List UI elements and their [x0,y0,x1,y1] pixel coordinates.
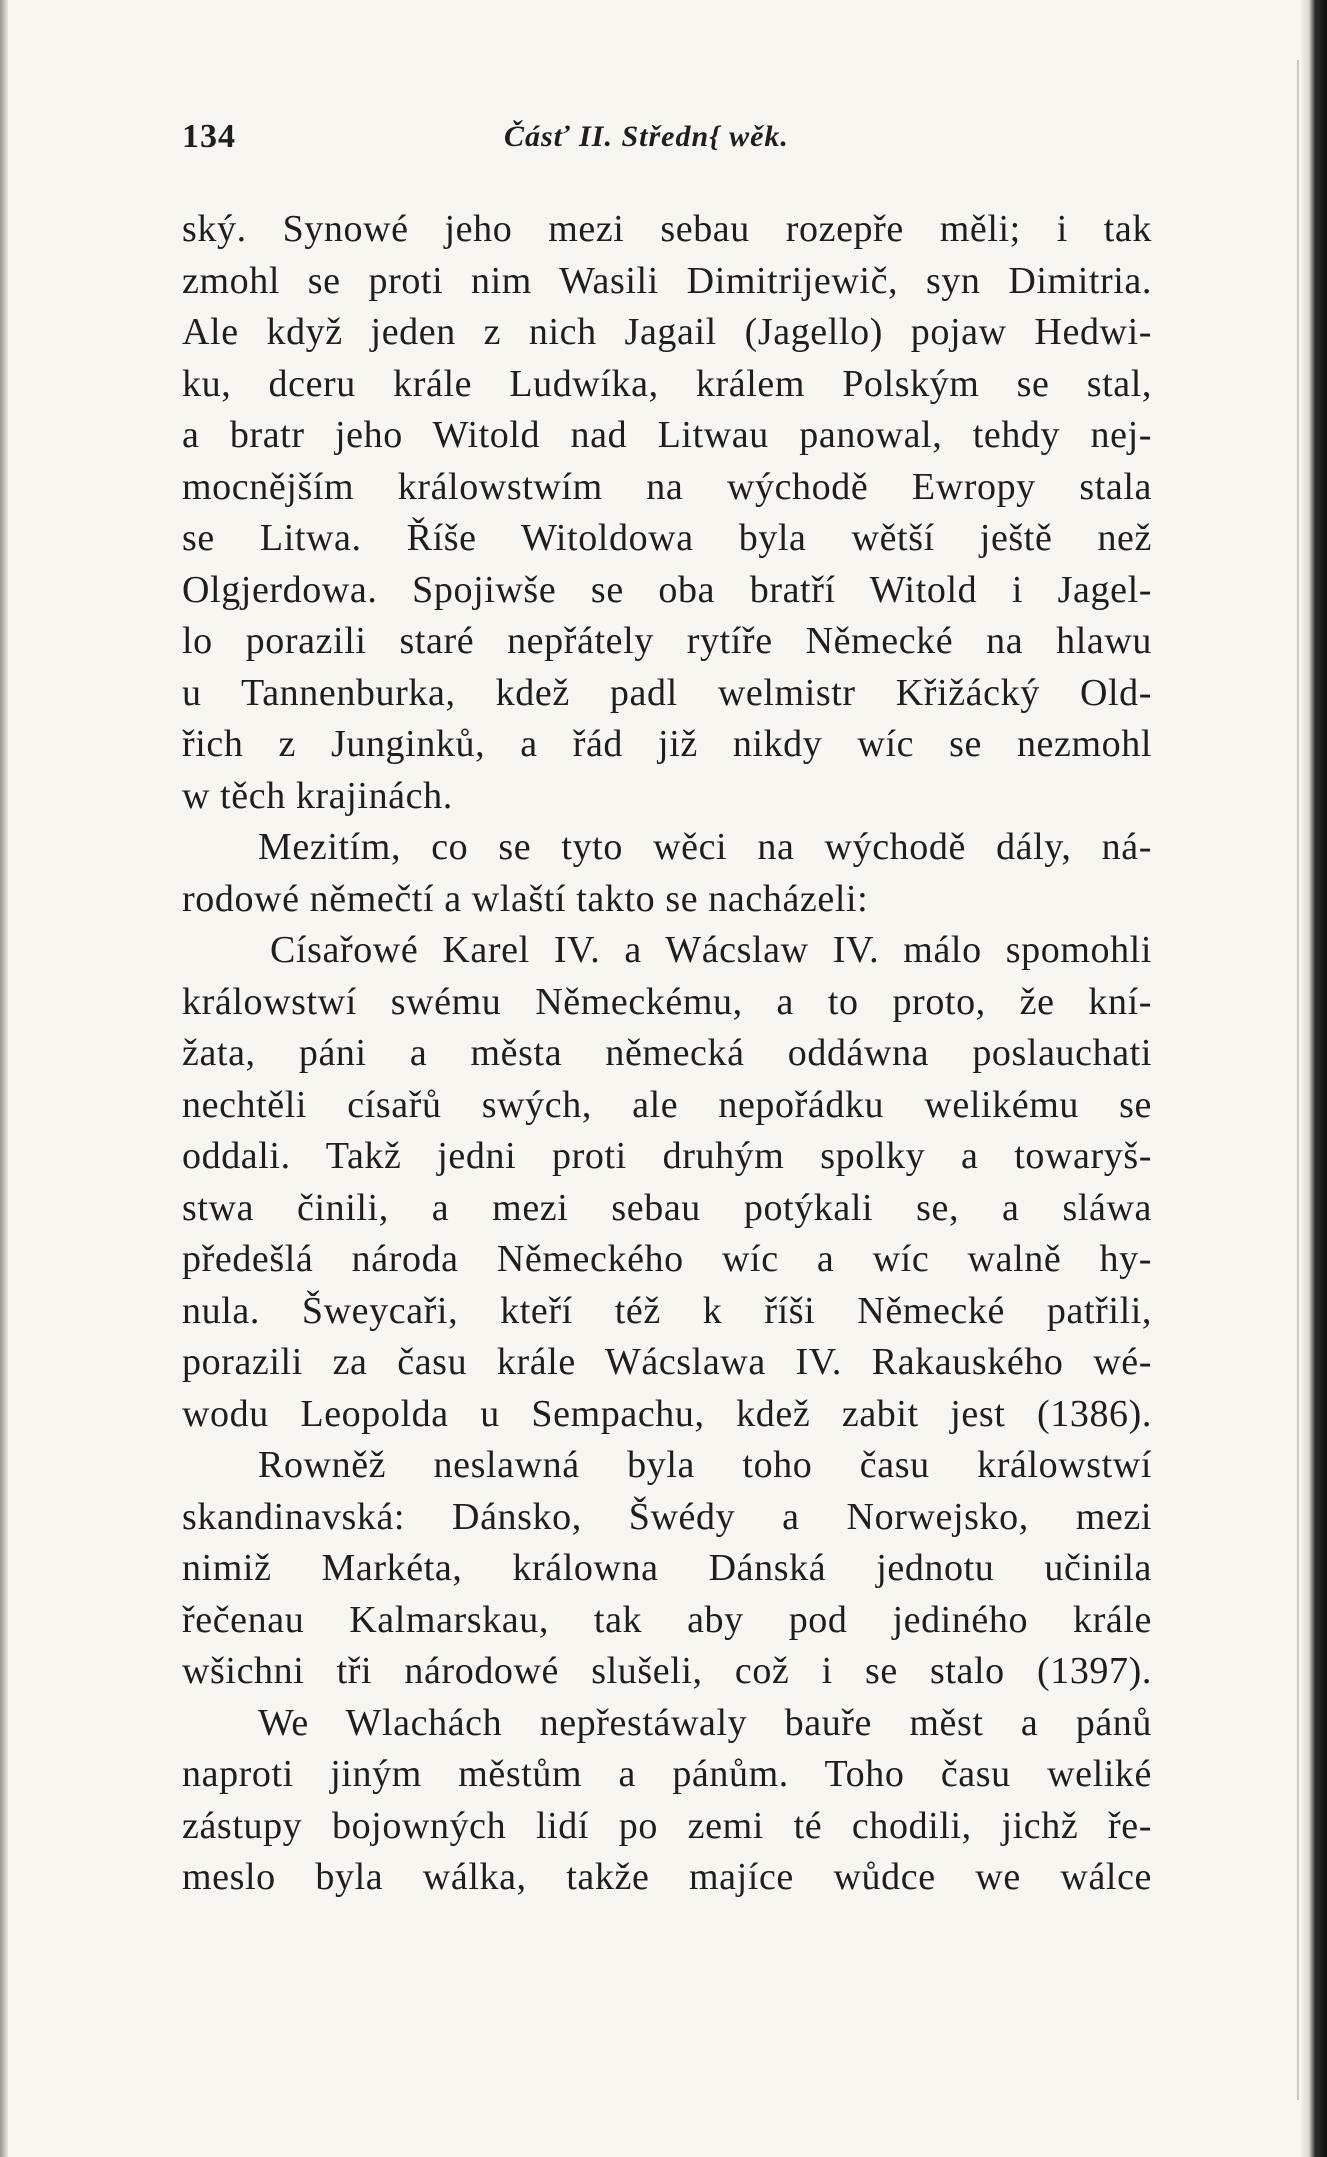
body-text [182,204,1152,1904]
page-fold-line [1297,60,1299,2100]
book-page [182,112,1152,1904]
text-line: řich z Junginků, a řád již nikdy wíc se nezmohl [182,723,1152,765]
page-header [182,112,1152,168]
paragraph-first-line: Mezitím, co se tyto wěci na wýchodě dály, ná- [258,826,1152,868]
text-line: u Tannenburka, kdež padl welmistr Křižácký Old- [182,671,1152,714]
text-line: řečenau Kalmarskau, tak aby pod jediného krále [182,1598,1152,1641]
text-line: ku, dceru krále Ludwíka, králem Polským se stal, [182,362,1152,405]
page-number: 134 [182,118,236,155]
paragraph-first-line: Císařowé Karel IV. a Wácslaw IV. málo spomohli [270,929,1152,971]
text-line: oddali. Takž jedni proti druhým spolky a towaryš- [182,1135,1152,1177]
text-line: naproti jiným městům a pánům. Toho času weliké [182,1753,1152,1795]
page-edge-left [0,0,8,2157]
text-line: skandinavská: Dánsko, Šwédy a Norwejsko, mezi [182,1495,1152,1538]
text-line: lo porazili staré nepřátely rytíře Německé na hlawu [182,620,1152,662]
text-line: stwa činili, a mezi sebau potýkali se, a sláwa [182,1186,1152,1229]
text-line: žata, páni a města německá oddáwna poslauchati [182,1032,1152,1074]
text-line: nimiž Markéta, králowna Dánská jednotu učinila [182,1547,1152,1589]
text-line: wodu Leopolda u Sempachu, kdež zabit jest (1386). [182,1392,1152,1435]
text-line: nula. Šweycaři, kteří též k říši Německé patřili, [182,1289,1152,1332]
text-line: zástupy bojowných lidí po zemi té chodili, jichž ře- [182,1804,1152,1847]
text-line: rodowé němečtí a wlaští takto se nacházeli: [182,877,869,920]
text-line: předešlá národa Německého wíc a wíc walně hy- [182,1238,1152,1280]
text-line: se Litwa. Říše Witoldowa byla wětší ještě než [182,517,1152,559]
text-line: nechtěli císařů swých, ale nepořádku welikému se [182,1083,1152,1126]
text-line: zmohl se proti nim Wasili Dimitrijewič, syn Dimitria. [182,259,1152,302]
text-line: wšichni tři národowé slušeli, což i se stalo (1397). [182,1650,1152,1692]
text-line: ský. Synowé jeho mezi sebau rozepře měli; i tak [182,208,1152,250]
text-line: w těch krajinách. [182,774,453,817]
text-line: porazili za času krále Wácslawa IV. Rakauského wé- [182,1341,1152,1383]
text-line: mocnějším králowstwím na wýchodě Ewropy stala [182,465,1152,508]
paragraph-first-line: We Wlachách nepřestáwaly bauře měst a pánů [258,1701,1152,1744]
paragraph-first-line: Rowněž neslawná byla toho času králowstwí [258,1444,1152,1486]
page-edge-right [1301,0,1327,2157]
text-line: meslo byla wálka, takže majíce wůdce we wálce [182,1856,1152,1898]
text-line: Ale když jeden z nich Jagail (Jagello) pojaw Hedwi- [182,311,1152,353]
text-line: a bratr jeho Witold nad Litwau panowal, tehdy nej- [182,414,1152,456]
text-line: králowstwí swému Německému, a to proto, že kní- [182,980,1152,1023]
text-line: Olgjerdowa. Spojiwše se oba bratří Witold i Jagel- [182,568,1152,611]
running-head: Čásť II. Středn{ wěk. [504,120,789,153]
